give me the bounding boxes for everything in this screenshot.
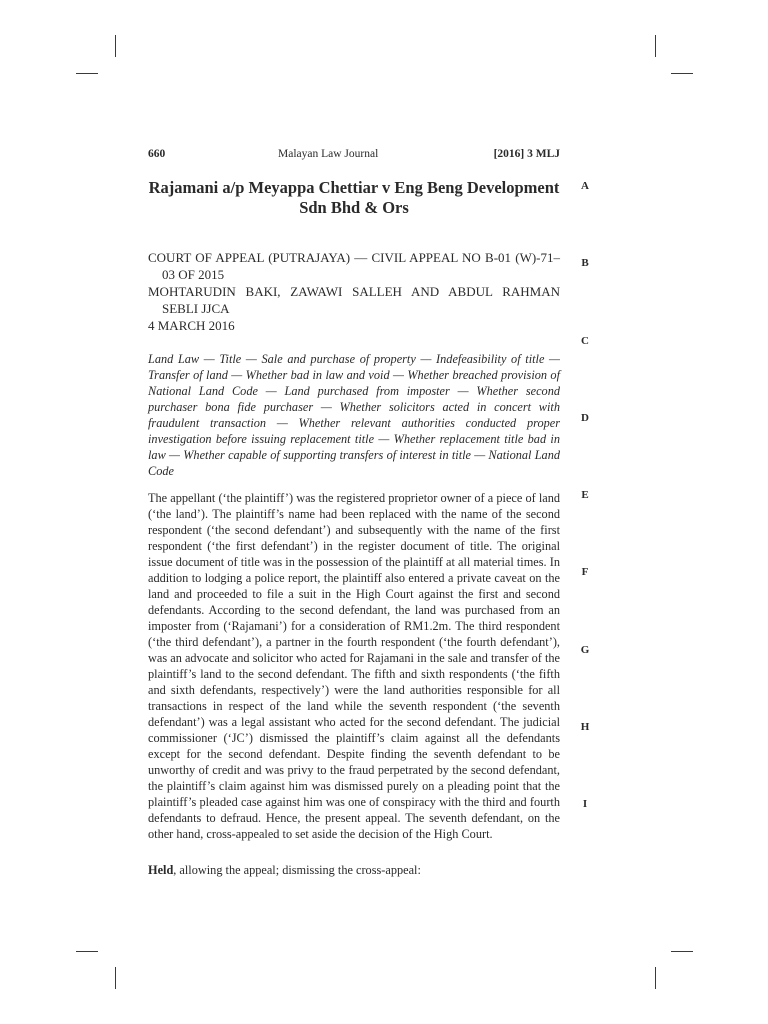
crop-mark xyxy=(115,967,116,989)
held-text: , allowing the appeal; dismissing the cross-appeal: xyxy=(173,863,421,877)
held-label: Held xyxy=(148,863,174,877)
margin-letter-i: I xyxy=(582,798,588,810)
page-number: 660 xyxy=(148,148,166,160)
judges-line: MOHTARUDIN BAKI, ZAWAWI SALLEH AND ABDUL RAHMAN SEBLI JJCA xyxy=(148,284,560,316)
margin-letter-d: D xyxy=(581,412,589,424)
margin-letter-h: H xyxy=(580,721,590,733)
catchwords: Land Law — Title — Sale and purchase of property — Indefeasibility of title — Transfer of land — Whether bad in law and void — Whether breached provision of National Land Code — Land purchased from imposter — Whether second purchaser bona fide purchaser — Whether solicitors acted in concert with fraudulent transaction — Whether relevant authorities conducted proper investigation before issuing replacement title — Whether replacement title bad in law — Whether capable of supporting transfers of interest in title — National Land Code xyxy=(148,352,560,478)
margin-letter-e: E xyxy=(581,489,589,501)
margin-letter-f: F xyxy=(581,566,589,578)
crop-mark xyxy=(671,73,693,74)
decision-date: 4 MARCH 2016 xyxy=(148,318,235,333)
margin-letter-b: B xyxy=(581,257,589,269)
crop-mark xyxy=(76,951,98,952)
crop-mark xyxy=(115,35,116,57)
citation: [2016] 3 MLJ xyxy=(493,148,560,160)
case-title: Rajamani a/p Meyappa Chettiar v Eng Beng Development Sdn Bhd & Ors xyxy=(148,178,560,217)
journal-name: Malayan Law Journal xyxy=(278,148,379,160)
crop-mark xyxy=(655,35,656,57)
running-header xyxy=(148,148,560,164)
crop-mark xyxy=(76,73,98,74)
crop-mark xyxy=(655,967,656,989)
margin-letter-g: G xyxy=(580,644,590,656)
court-line: COURT OF APPEAL (PUTRAJAYA) — CIVIL APPEAL NO B-01 (W)-71–03 OF 2015 xyxy=(148,250,560,282)
held-line xyxy=(148,862,560,878)
margin-letter-a: A xyxy=(581,180,589,192)
case-metadata xyxy=(148,249,560,334)
margin-letter-c: C xyxy=(581,335,589,347)
crop-mark xyxy=(671,951,693,952)
headnote-paragraph: The appellant (‘the plaintiff’) was the registered proprietor owner of a piece of land (‘the land’). The plaintiff’s name had been replaced with the name of the second respondent (‘the second defendant’) and subsequently with the name of the first respondent (‘the first defendant’) in the register document of title. The original issue document of title was in the possession of the plaintiff at all material times. In addition to lodging a police report, the plaintiff also entered a private caveat on the land and proceeded to file a suit in the High Court against the first and second defendants. According to the second defendant, the land was purchased from an imposter from (‘Rajamani’) for a consideration of RM1.2m. The third respondent (‘the third defendant’), a partner in the fourth respondent (‘the fourth defendant’), was an advocate and solicitor who acted for Rajamani in the sale and transfer of the plaintiff’s land to the second defendant. The fifth and sixth respondents (‘the fifth and sixth defendants, respectively’) were the land authorities responsible for all transactions in respect of the land while the seventh respondent (‘the seventh defendant’) was a legal assistant who acted for the second defendant. The judicial commissioner (‘JC’) dismissed the plaintiff’s claim against all the defendants except for the second defendant. Despite finding the seventh defendant to be unworthy of credit and was privy to the fraud perpetrated by the second defendant, the plaintiff’s claim against him was dismissed purely on a pleading point that the plaintiff’s pleaded case against him was one of conspiracy with the third and fourth defendants to defraud. Hence, the present appeal. The seventh defendant, on the other hand, cross-appealed to set aside the decision of the High Court. xyxy=(148,491,560,841)
